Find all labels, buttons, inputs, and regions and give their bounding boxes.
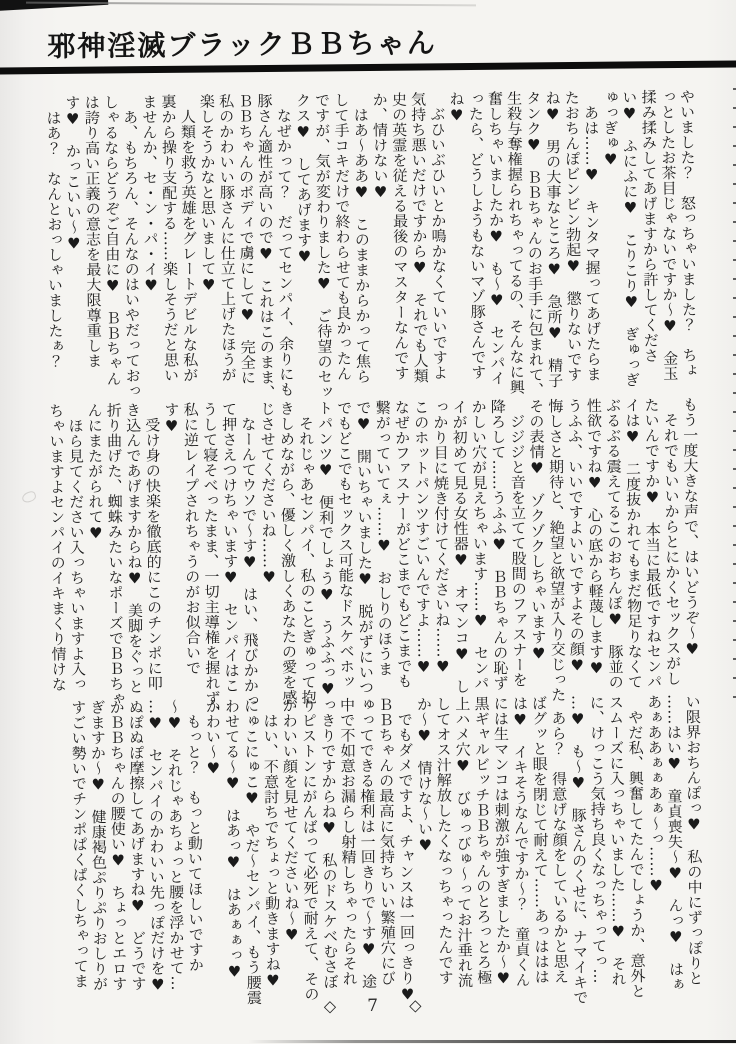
text-column: …♥ センパイのかわいい先っぽだけを♥ xyxy=(146,698,167,994)
text-column: ぶひいぶひいとか鳴かなくていいですよ xyxy=(428,91,450,381)
text-column: きしめながら、優しく激しくあなたの愛を感 xyxy=(277,400,299,705)
text-block-middle xyxy=(43,396,702,721)
text-column: タンク♥ ＢＢちゃんのお手手に包まれて、 xyxy=(524,90,546,398)
text-column: ね♥ 男の大事なところ♥ 急所♥ 精子 xyxy=(543,90,565,389)
text-column: 黒ギャルビッチＢＢちゃんのとろっとろ極 xyxy=(472,695,494,985)
text-column: にゅこにゅこ♥ やだ～センパイ、もう腰震 xyxy=(242,698,263,1006)
text-column: うして寝そべったまま、一切主導権を握れず、 xyxy=(200,401,222,721)
text-column: イは♥ 二度抜かれてもまだ物足りなくて xyxy=(623,397,645,690)
text-column: んにまたがられて♥ xyxy=(85,402,105,543)
text-column: は♥ イキそうなんですか～？ 童貞くん xyxy=(510,695,532,988)
text-column: じさせてくださいね……♥ xyxy=(258,400,279,587)
text-column: っかり目に焼き付けてくださいね……♥ xyxy=(431,399,452,676)
text-column: ばグッと眼を閉じて耐えて……あっははは xyxy=(530,695,551,985)
text-column: はい、不意討ちでちょっと動きますね♥ xyxy=(261,697,283,990)
text-column: かわいい顔を見せてくださいね～♥ xyxy=(280,697,301,945)
text-column: 史の英霊を従える最後のマスターなんです xyxy=(389,91,411,381)
text-column: あは……♥ キンタマ握ってあげたらま xyxy=(581,89,603,382)
text-column: す♥ かっこいい～♥ xyxy=(63,94,83,253)
text-column: ジジジと音を立てて股間のファスナーを xyxy=(507,398,529,688)
text-column: やいました？ 怒っちゃいました？ ちょ xyxy=(677,88,699,378)
text-column: すごい勢いでチンポぱくぱくしちゃってま xyxy=(69,699,90,989)
text-column: 裏から操り支配する……楽しそうだと思い xyxy=(159,93,181,383)
text-column: ぬぽぬぽ摩擦してあげますね♥ どうです xyxy=(126,699,148,992)
text-column: 気持ち悪いだけですから♥ それでも人類 xyxy=(409,91,430,384)
text-column: トパンツ♥ 便利でしょう♥ うふふっ♥ xyxy=(315,400,337,699)
text-column: たおちんぽビンビン勃起♥ 懲りないです xyxy=(562,89,584,382)
text-column: でもどこでもセックス可能なドスケベホッ xyxy=(335,400,356,690)
page-title: 邪神淫滅ブラックＢＢちゃん xyxy=(47,26,438,64)
text-column: い♥ ふにふに♥ こりこり♥ ぎゅっぎ xyxy=(620,89,642,388)
text-column: 楽しそうかなと思いまして♥ xyxy=(197,93,218,295)
text-column: やだ私、興奮してたんでしょうか、意外と xyxy=(626,694,647,999)
text-column: 折り曲げた、蜘蛛みたいなポーズでＢＢちゃ xyxy=(104,402,126,707)
text-block-top xyxy=(40,89,699,403)
text-column: でもダメですよ、チャンスは一回っきり♥ xyxy=(395,696,417,1004)
text-column: ちゃいますよセンパイのイキまくり情けな xyxy=(47,402,68,692)
text-column: に、けっこう気持ち良くなっちゃってっ… xyxy=(587,694,609,984)
text-column: なぜかファスナーがどこまでもどこまでも xyxy=(392,399,414,689)
text-column: で♥ 開いちゃいました♥ 脱がずにいつ xyxy=(354,399,376,695)
text-column: 悔しさと期待と、絶望と欲望が入り交じった xyxy=(546,398,568,703)
text-column: 生殺与奪権握られちゃってるの、そんなに興 xyxy=(505,90,526,395)
text-column: はあ～ああ♥ このままからかって焦ら xyxy=(351,91,373,384)
text-column: き込んであげますからね♥ 美脚をぐっと xyxy=(123,402,145,695)
text-column: もう一度大きな声で、はいどうぞ～♥ xyxy=(680,396,702,659)
text-column: はあ？ なんとおっしゃいましたぁ？ xyxy=(44,94,65,369)
text-column: か～♥ 情けな～い♥ xyxy=(414,696,435,855)
text-column: スムーズに入っちゃいました……♥ それ xyxy=(606,694,628,987)
text-column: ゅってできる権利は一回きりで～す♥ 途 xyxy=(357,696,379,989)
text-column: 豚さん適性が高いので♥ これはこのまま、 xyxy=(255,92,277,401)
text-column: 性欲ですね♥ 心の底から軽蔑します♥ xyxy=(584,397,606,678)
page-number: 7 xyxy=(367,995,379,1017)
text-column: わせてる～♥ はあっ♥ はあぁぁっ♥ xyxy=(222,698,244,981)
text-column: たいんですか♥ 本当に最低ですねセンパ xyxy=(642,397,664,690)
text-column: それでもいいからとにかくセックスがし xyxy=(661,397,683,686)
text-column: ぎますか～♥ 健康褐色ぷりぷりおしりが xyxy=(88,699,110,992)
text-column: 人類を救う英雄をグレートデビルな私が xyxy=(178,93,200,383)
text-column: あぁああぁぁあぁ～っ……♥ xyxy=(645,694,666,895)
text-column: その表情♥ ゾクゾクしちゃいます♥ xyxy=(527,398,548,663)
text-column: もっと？ もっと動いてほしいですか xyxy=(184,698,206,973)
text-column: ぶるぶる震えてるこのおちんぽ♥ 豚並の xyxy=(604,397,625,690)
text-column: っとしたお茶目じゃないですか～♥ 金玉 xyxy=(658,89,680,381)
text-column: それじゃあセンパイ、私のことぎゅって抱 xyxy=(296,400,318,705)
text-column: して手コキだけで終わらせても良かったん xyxy=(332,92,353,382)
text-column: 上ハメ穴♥ びゅっびゅ～ってお汁垂れ流 xyxy=(453,696,475,988)
text-column: ませんか、セ・ン・パ・イ♥ xyxy=(140,93,161,295)
text-column: …♥ も～♥ 豚さんのくせに、ナマイキで xyxy=(568,694,590,1006)
text-column: なぜかって？ だってセンパイ、余りにも xyxy=(274,92,296,397)
text-column: 繋がっていてぇ……♥ おしりのほうま xyxy=(373,399,395,677)
footer-ornament-left: ◇ xyxy=(323,996,337,1016)
text-column: 私のかわいい豚さんに仕立て上げたほうが xyxy=(217,93,238,383)
text-column: ゅっぎゅ♥ xyxy=(601,89,620,169)
text-column: しゃるならどうぞご自由に♥ ＢＢちゃん xyxy=(101,94,123,387)
text-column: 奮しちゃいましたか♥ も～♥ センパイ xyxy=(485,90,507,386)
text-column: なーんてウソで～す♥ はい、飛びかかっ xyxy=(239,401,261,709)
text-column: て押さえつけちゃいます♥ センパイはこ xyxy=(219,401,241,694)
text-column: 中で不如意お漏らし射精しちゃったらそれ xyxy=(338,697,359,987)
text-column: うふふ、いいですよいいですよその顔♥ xyxy=(565,397,587,675)
text-column: かわい～♥ xyxy=(203,698,223,778)
text-column: ですが、気が変わりました♥ ご待望のセッ xyxy=(313,92,334,400)
text-column: か、情けない♥ xyxy=(370,91,390,202)
text-column: ＢＢちゃんの最高に気持ちいい繁殖穴にび xyxy=(376,696,398,986)
text-column: 私に逆レイプされちゃうのがお似合いで xyxy=(181,401,203,676)
text-block-bottom xyxy=(46,694,705,1008)
scan-edge-bottom-artifact xyxy=(248,1040,736,1043)
text-column: 揉み揉みしてあげますから許してくださ xyxy=(639,89,661,363)
text-column: りピストンにがんばって必死で耐えて、その xyxy=(299,697,321,1002)
text-column: あら？ 得意げな顔をしているかと思え xyxy=(549,695,571,985)
text-column: かＢＢちゃんの腰使い♥ ちょっとエロす xyxy=(107,699,129,992)
text-column: 降ろして……うふふ♥ ＢＢちゃんの恥ず xyxy=(488,398,510,691)
text-column: あ、もちろん、そんなのはいやだっておっ xyxy=(120,94,142,399)
text-column: ね♥ xyxy=(447,91,466,125)
text-column: イが初めて見る女性器♥ オマンコ♥ し xyxy=(450,399,472,695)
text-column: っきりですからね♥ 私のドスケベむさぼ xyxy=(318,697,340,990)
text-column: は誇り高い正義の意志を最大限尊重しま xyxy=(82,94,104,369)
text-column: ほら見てください入っちゃいますよ入っ xyxy=(66,402,88,692)
text-column: クス♥ してあげます♥ xyxy=(293,92,314,266)
text-column: してオス汁解放したくなっちゃったんです xyxy=(434,696,455,986)
text-column: ＢＢちゃんのボディで虜にして♥ 完全に xyxy=(236,93,258,386)
text-column: い限界おちんぽっ♥ 私の中にずっぽりと xyxy=(683,693,705,986)
text-column: ～♥ それじゃあちょっと腰を浮かせて… xyxy=(165,698,187,991)
text-column: かしい穴が見えちゃいます……♥ センパ xyxy=(469,398,491,691)
text-column: 受け身の快楽を徹底的にこのチンポに叩 xyxy=(143,401,164,691)
footer-ornament-right: ◇ xyxy=(409,995,422,1015)
text-column: ……はい♥ 童貞喪失～♥ んっ♥ はぁ xyxy=(664,693,686,992)
text-column: ったら、どうしようもないマゾ豚さんです xyxy=(466,90,488,380)
text-column: このホットパンツすごいんですよ……♥ xyxy=(411,399,433,677)
text-column: には生マンコは刺激が強すぎましたか～♥ xyxy=(491,695,513,988)
text-column: す♥ xyxy=(162,401,181,436)
